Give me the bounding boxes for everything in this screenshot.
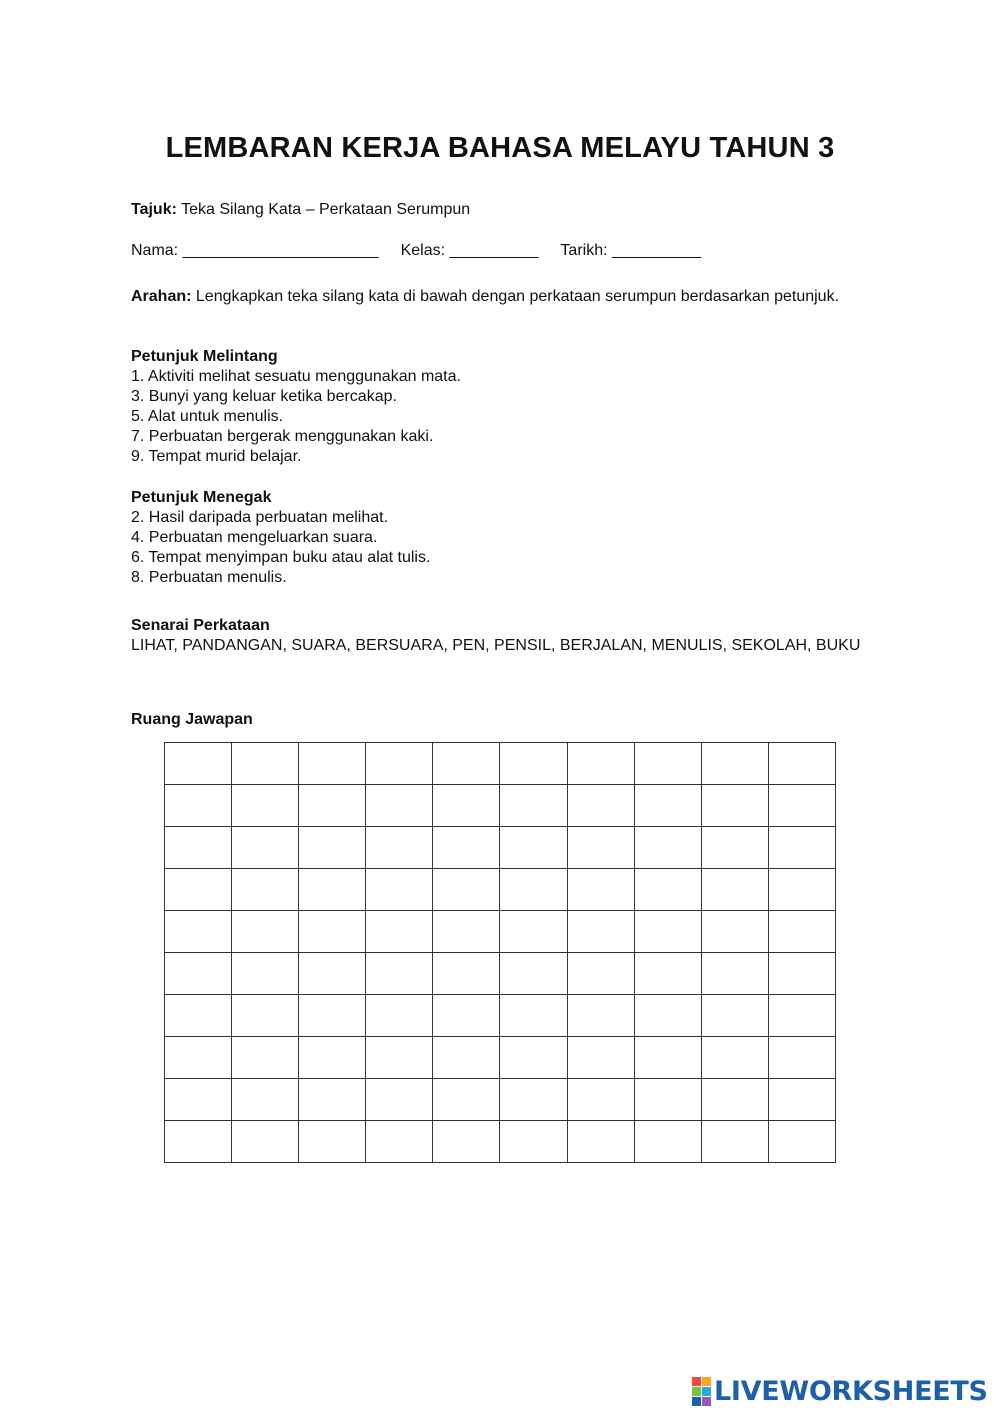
instructions-label: Arahan:: [131, 288, 192, 305]
across-clue: 1. Aktiviti melihat sesuatu menggunakan mata.: [131, 368, 461, 385]
down-heading: Petunjuk Menegak: [131, 489, 272, 506]
grid-cell[interactable]: [567, 1037, 634, 1079]
grid-cell[interactable]: [500, 1121, 567, 1163]
topic-line: [131, 200, 871, 220]
answer-space-heading: Ruang Jawapan: [131, 711, 253, 728]
grid-cell[interactable]: [567, 869, 634, 911]
grid-cell[interactable]: [701, 869, 768, 911]
grid-cell[interactable]: [366, 995, 433, 1037]
grid-cell[interactable]: [433, 827, 500, 869]
across-clue: 7. Perbuatan bergerak menggunakan kaki.: [131, 428, 434, 445]
grid-row: [165, 827, 836, 869]
class-field[interactable]: Kelas: __________: [400, 242, 539, 259]
grid-cell[interactable]: [634, 911, 701, 953]
grid-cell[interactable]: [634, 785, 701, 827]
grid-cell[interactable]: [232, 911, 299, 953]
grid-cell[interactable]: [634, 953, 701, 995]
grid-cell[interactable]: [299, 827, 366, 869]
grid-cell[interactable]: [165, 1079, 232, 1121]
logo-block: [692, 1377, 701, 1386]
grid-cell[interactable]: [299, 785, 366, 827]
grid-cell[interactable]: [567, 1079, 634, 1121]
name-field[interactable]: Nama: ______________________: [131, 242, 379, 259]
grid-cell[interactable]: [500, 743, 567, 785]
grid-cell[interactable]: [768, 743, 835, 785]
grid-cell[interactable]: [567, 1121, 634, 1163]
down-clue: 2. Hasil daripada perbuatan melihat.: [131, 509, 389, 526]
grid-cell[interactable]: [567, 995, 634, 1037]
across-heading: Petunjuk Melintang: [131, 348, 278, 365]
grid-cell[interactable]: [232, 953, 299, 995]
grid-cell[interactable]: [768, 953, 835, 995]
grid-cell[interactable]: [433, 1037, 500, 1079]
grid-cell[interactable]: [232, 869, 299, 911]
grid-cell[interactable]: [165, 911, 232, 953]
grid-cell[interactable]: [232, 743, 299, 785]
grid-cell[interactable]: [701, 953, 768, 995]
grid-cell[interactable]: [634, 827, 701, 869]
grid-cell[interactable]: [634, 995, 701, 1037]
logo-block: [692, 1387, 701, 1396]
grid-row: [165, 953, 836, 995]
grid-cell[interactable]: [567, 911, 634, 953]
grid-row: [165, 743, 836, 785]
grid-cell[interactable]: [701, 911, 768, 953]
grid-cell[interactable]: [500, 827, 567, 869]
grid-cell[interactable]: [500, 953, 567, 995]
grid-cell[interactable]: [567, 785, 634, 827]
grid-cell[interactable]: [232, 1037, 299, 1079]
grid-cell[interactable]: [299, 953, 366, 995]
grid-cell[interactable]: [701, 995, 768, 1037]
grid-cell[interactable]: [433, 743, 500, 785]
grid-cell[interactable]: [366, 953, 433, 995]
grid-cell[interactable]: [366, 1079, 433, 1121]
page-title: LEMBARAN KERJA BAHASA MELAYU TAHUN 3: [165, 132, 835, 164]
grid-cell[interactable]: [701, 1121, 768, 1163]
grid-cell[interactable]: [768, 995, 835, 1037]
grid-cell[interactable]: [768, 1121, 835, 1163]
instructions: [131, 287, 871, 307]
topic-value: Teka Silang Kata – Perkataan Serumpun: [181, 201, 471, 218]
grid-cell[interactable]: [299, 1079, 366, 1121]
grid-cell[interactable]: [567, 827, 634, 869]
grid-cell[interactable]: [768, 869, 835, 911]
grid-cell[interactable]: [500, 869, 567, 911]
logo-block: [702, 1387, 711, 1396]
grid-cell[interactable]: [165, 785, 232, 827]
grid-row: [165, 1121, 836, 1163]
grid-cell[interactable]: [232, 785, 299, 827]
grid-cell[interactable]: [433, 911, 500, 953]
grid-cell[interactable]: [433, 995, 500, 1037]
grid-cell[interactable]: [634, 1037, 701, 1079]
grid-cell[interactable]: [366, 1037, 433, 1079]
grid-cell[interactable]: [299, 911, 366, 953]
grid-cell[interactable]: [366, 785, 433, 827]
grid-cell[interactable]: [500, 1079, 567, 1121]
grid-cell[interactable]: [701, 827, 768, 869]
logo-text: LIVEWORKSHEETS: [714, 1375, 988, 1407]
liveworksheets-logo: [692, 1374, 988, 1408]
grid-cell[interactable]: [701, 1037, 768, 1079]
down-clue: 8. Perbuatan menulis.: [131, 569, 287, 586]
logo-block: [702, 1377, 711, 1386]
grid-row: [165, 1037, 836, 1079]
grid-cell[interactable]: [701, 785, 768, 827]
grid-cell[interactable]: [768, 785, 835, 827]
grid-cell[interactable]: [433, 1121, 500, 1163]
grid-cell[interactable]: [701, 743, 768, 785]
word-list-section: [131, 616, 876, 656]
grid-cell[interactable]: [567, 743, 634, 785]
grid-cell[interactable]: [500, 785, 567, 827]
logo-block: [702, 1397, 711, 1406]
word-list-heading: Senarai Perkataan: [131, 617, 270, 634]
grid-cell[interactable]: [500, 995, 567, 1037]
across-clue: 5. Alat untuk menulis.: [131, 408, 284, 425]
down-clue: 6. Tempat menyimpan buku atau alat tulis.: [131, 549, 431, 566]
topic-label: Tajuk:: [131, 201, 177, 218]
grid-cell[interactable]: [165, 995, 232, 1037]
grid-cell[interactable]: [366, 1121, 433, 1163]
grid-cell[interactable]: [165, 1121, 232, 1163]
grid-cell[interactable]: [366, 743, 433, 785]
grid-row: [165, 785, 836, 827]
grid-cell[interactable]: [634, 1121, 701, 1163]
word-list-text: LIHAT, PANDANGAN, SUARA, BERSUARA, PEN, PENSIL, BERJALAN, MENULIS, SEKOLAH, BUKU: [131, 637, 861, 654]
grid-cell[interactable]: [165, 743, 232, 785]
answer-space-heading-wrap: [131, 710, 871, 730]
grid-cell[interactable]: [433, 785, 500, 827]
down-clue: 4. Perbuatan mengeluarkan suara.: [131, 529, 378, 546]
across-clue: 9. Tempat murid belajar.: [131, 448, 302, 465]
instructions-text: Lengkapkan teka silang kata di bawah dengan perkataan serumpun berdasarkan petunjuk.: [195, 288, 840, 305]
grid-cell[interactable]: [232, 1121, 299, 1163]
grid-cell[interactable]: [634, 743, 701, 785]
grid-cell[interactable]: [299, 1037, 366, 1079]
grid-cell[interactable]: [567, 953, 634, 995]
grid-cell[interactable]: [366, 869, 433, 911]
grid-cell[interactable]: [299, 995, 366, 1037]
grid-cell[interactable]: [232, 995, 299, 1037]
grid-cell[interactable]: [366, 911, 433, 953]
grid-cell[interactable]: [299, 743, 366, 785]
logo-icon: [692, 1377, 711, 1406]
grid-cell[interactable]: [232, 827, 299, 869]
crossword-grid: [164, 742, 836, 1163]
grid-row: [165, 869, 836, 911]
grid-cell[interactable]: [299, 869, 366, 911]
grid-cell[interactable]: [165, 1037, 232, 1079]
grid-cell[interactable]: [768, 911, 835, 953]
grid-cell[interactable]: [165, 953, 232, 995]
grid-row: [165, 911, 836, 953]
grid-cell[interactable]: [433, 869, 500, 911]
date-field[interactable]: Tarikh: __________: [560, 242, 701, 259]
across-clues-section: [131, 347, 871, 467]
logo-block: [692, 1397, 701, 1406]
grid-cell[interactable]: [768, 1037, 835, 1079]
grid-cell[interactable]: [768, 1079, 835, 1121]
student-info-row: [131, 241, 701, 261]
grid-cell[interactable]: [366, 827, 433, 869]
grid-cell[interactable]: [500, 911, 567, 953]
grid-cell[interactable]: [500, 1037, 567, 1079]
down-clues-section: [131, 488, 871, 588]
grid-cell[interactable]: [433, 953, 500, 995]
grid-cell[interactable]: [433, 1079, 500, 1121]
grid-cell[interactable]: [299, 1121, 366, 1163]
grid-cell[interactable]: [701, 1079, 768, 1121]
grid-cell[interactable]: [165, 827, 232, 869]
grid-cell[interactable]: [165, 869, 232, 911]
grid-cell[interactable]: [634, 869, 701, 911]
grid-row: [165, 995, 836, 1037]
across-clue: 3. Bunyi yang keluar ketika bercakap.: [131, 388, 397, 405]
grid-cell[interactable]: [232, 1079, 299, 1121]
grid-row: [165, 1079, 836, 1121]
grid-cell[interactable]: [768, 827, 835, 869]
grid-cell[interactable]: [634, 1079, 701, 1121]
